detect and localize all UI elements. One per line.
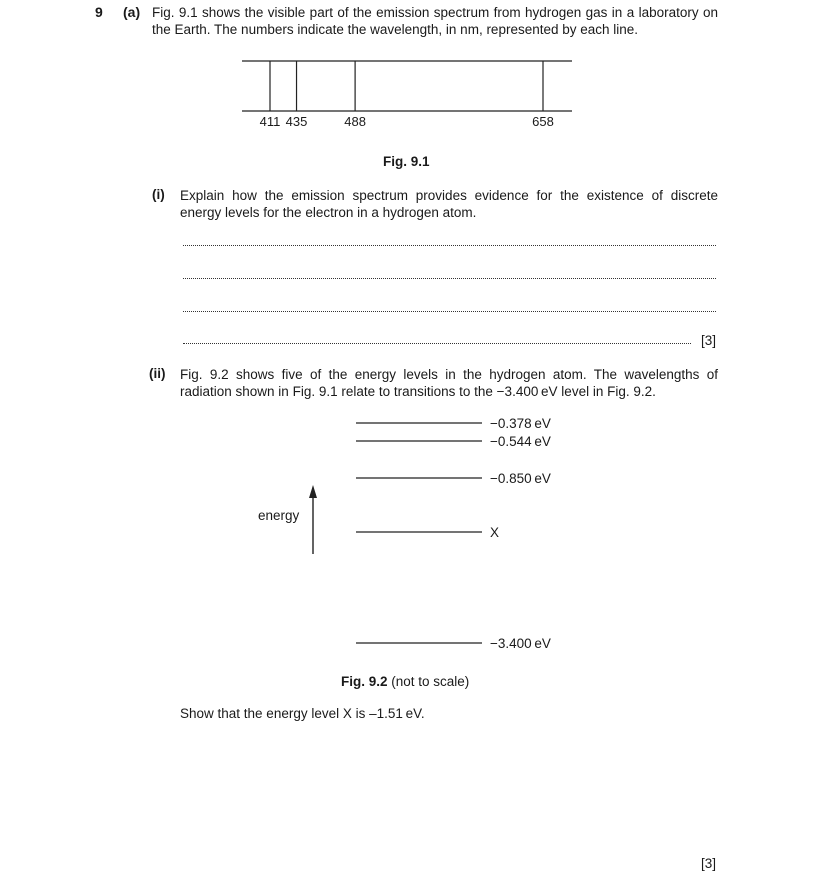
energy-axis-label: energy [258, 508, 300, 523]
spectrum-label-488: 488 [344, 114, 366, 129]
fig-9-1-caption: Fig. 9.1 [383, 154, 430, 169]
spectrum-label-411: 411 [259, 114, 281, 129]
fig-9-2-caption-rest: (not to scale) [387, 674, 470, 689]
question-number: 9 [95, 4, 103, 20]
energy-arrow-head [309, 485, 317, 498]
part-i-text: Explain how the emission spectrum provides evidence for the existence of discrete energy levels for the electron in a hydrogen atom. [180, 188, 718, 220]
energy-level-label-3: −0.850 eV [490, 471, 551, 486]
energy-level-label-5: −3.400 eV [490, 636, 551, 651]
part-ii-marks: [3] [701, 856, 717, 871]
spectrum-label-435: 435 [285, 114, 308, 129]
part-ii-instruction: Show that the energy level X is –1.51 eV. [180, 706, 425, 721]
fig-9-2-caption [341, 674, 469, 689]
part-ii-label: (ii) [149, 366, 166, 381]
part-a-label: (a) [123, 4, 141, 20]
part-ii-text: Fig. 9.2 shows five of the energy levels in the hydrogen atom. The wavelengths of radiation shown in Fig. 9.1 relate to transitions to the −3.400 eV level in Fig. 9.2. [180, 367, 718, 399]
part-i-marks: [3] [701, 333, 717, 348]
part-i-label: (i) [152, 187, 165, 202]
fig-9-2-caption-bold: Fig. 9.2 [341, 674, 388, 689]
spectrum-label-658: 658 [532, 114, 554, 129]
energy-level-label-2: −0.544 eV [490, 434, 551, 449]
energy-level-label-4: X [490, 525, 500, 540]
part-a-intro: Fig. 9.1 shows the visible part of the emission spectrum from hydrogen gas in a laboratory on the Earth. The numbers indicate the wavelength, in nm, represented by each line. [152, 5, 718, 37]
energy-level-label-1: −0.378 eV [490, 416, 551, 431]
